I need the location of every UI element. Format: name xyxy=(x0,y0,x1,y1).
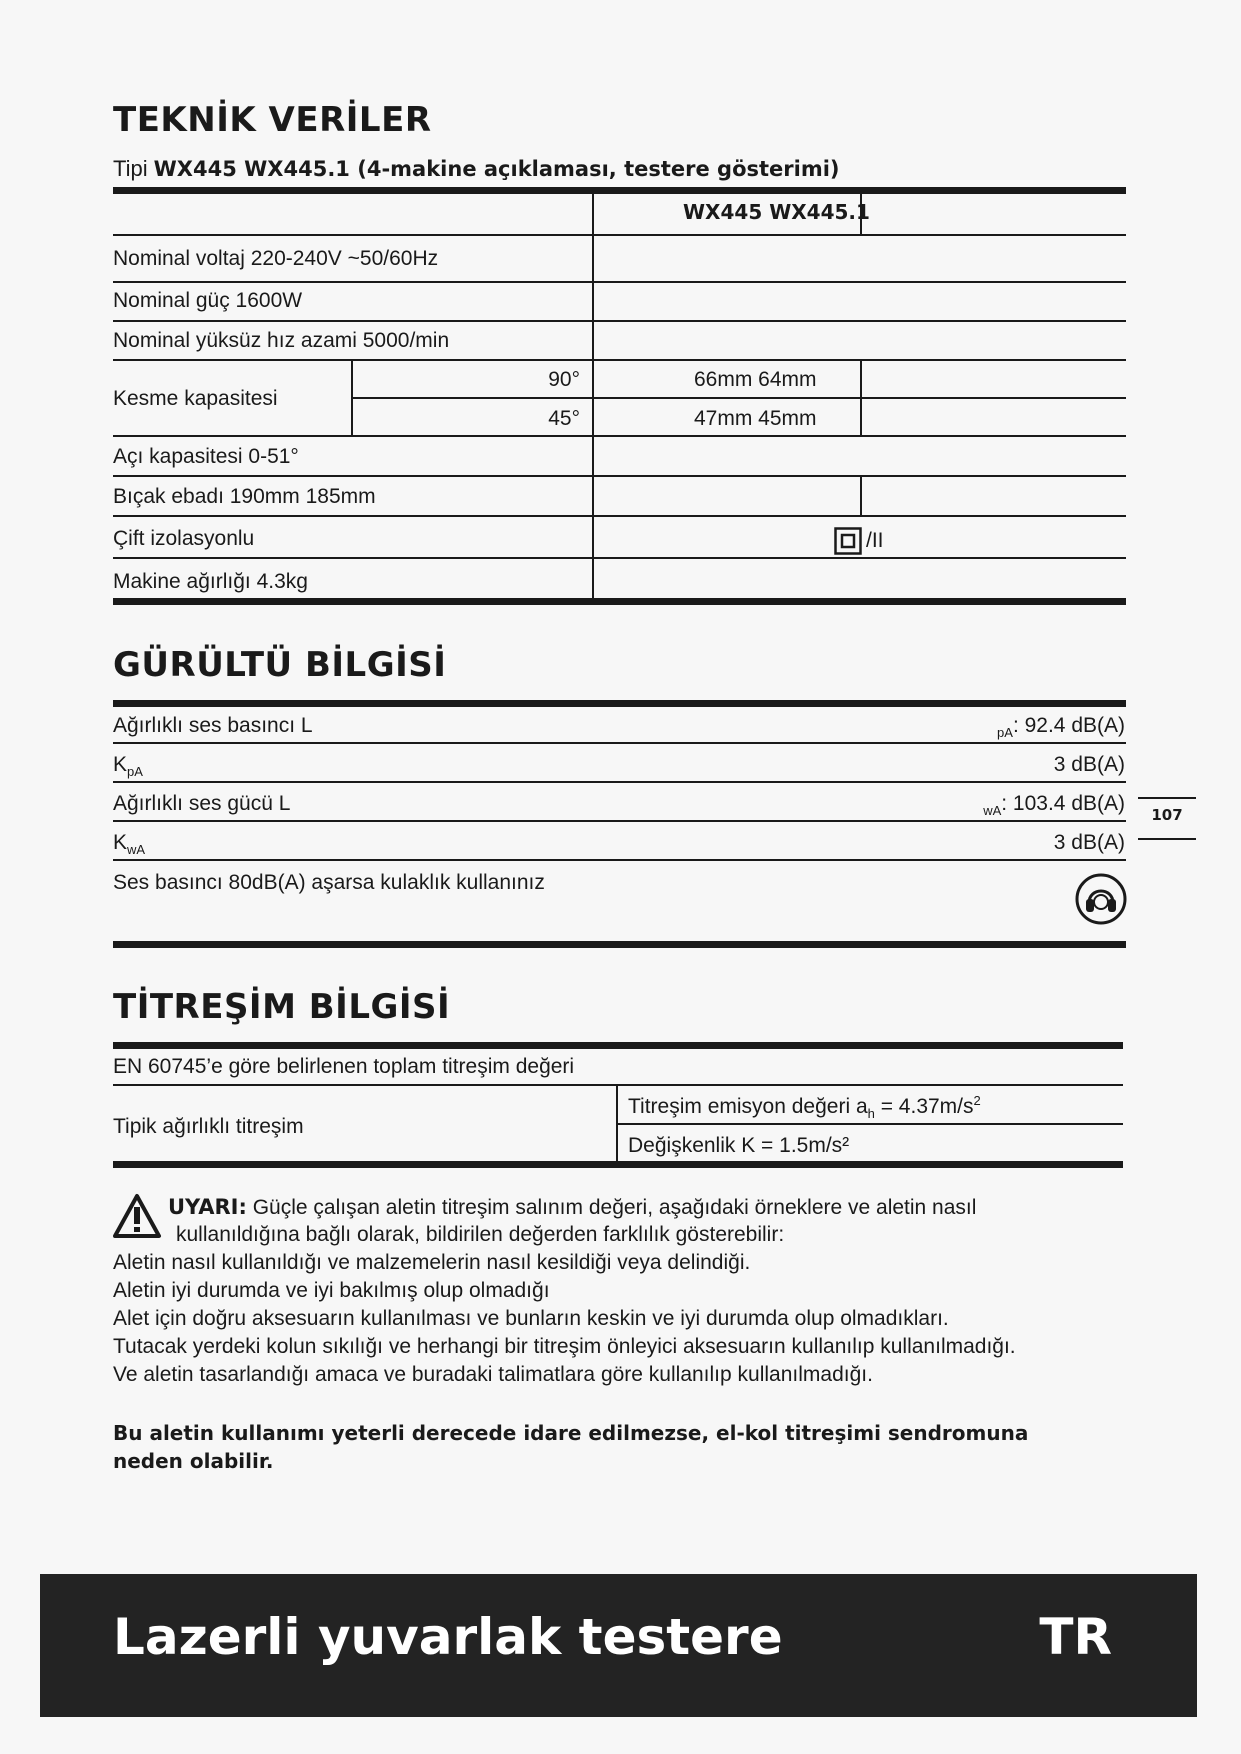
weight-row: Makine ağırlığı 4.3kg xyxy=(113,570,308,593)
table-bottom-rule xyxy=(113,598,1126,605)
blade-row: Bıçak ebadı 190mm 185mm xyxy=(113,485,376,508)
typical-vibration-label: Tipik ağırlıklı titreşim xyxy=(113,1115,304,1138)
kpa-value: 3 dB(A) xyxy=(1053,753,1125,776)
warning-item: Alet için doğru aksesuarın kullanılması ve bunların keskin ve iyi durumda olup olmadıkları. xyxy=(113,1307,949,1330)
angle-90-value: 66mm 64mm xyxy=(694,368,817,391)
warning-triangle-icon xyxy=(112,1193,162,1239)
noise-power-label: Ağırlıklı ses gücü L xyxy=(113,792,291,815)
kwa-value: 3 dB(A) xyxy=(1053,831,1125,854)
noise-pressure-value: $_{pA}$: 92.4 dB(A) xyxy=(997,714,1125,741)
footer-banner xyxy=(40,1574,1197,1717)
warning-item: Tutacak yerdeki kolun sıkılığı ve herhangi bir titreşim önleyici aksesuarın kullanılıp kullanılmadığı. xyxy=(113,1335,1016,1358)
insulation-class: /II xyxy=(866,529,884,552)
uncertainty-value: Değişkenlik K = 1.5m/s² xyxy=(628,1134,850,1157)
page-number: 107 xyxy=(1151,806,1183,824)
model-header: WX445 WX445.1 xyxy=(683,200,870,224)
type-value: WX445 WX445.1 (4-makine açıklaması, testere gösterimi) xyxy=(153,157,840,181)
hav-warning-line-2: neden olabilir. xyxy=(113,1449,274,1473)
insulation-row: Çift izolasyonlu xyxy=(113,527,255,550)
footer-language: TR xyxy=(1039,1608,1112,1666)
noise-heading: GÜRÜLTÜ BİLGİSİ xyxy=(113,645,447,685)
angle-90: 90° xyxy=(548,368,580,391)
cutting-capacity-label: Kesme kapasitesi xyxy=(113,387,278,410)
warning-line-1: UYARI: Güçle çalışan aletin titreşim salınım değeri, aşağıdaki örneklere ve aletin nasıl xyxy=(168,1195,977,1219)
warning-line-2: kullanıldığına bağlı olarak, bildirilen değerden farklılık gösterebilir: xyxy=(176,1223,785,1246)
warning-item: Aletin iyi durumda ve iyi bakılmış olup olmadığı xyxy=(113,1279,550,1302)
bevel-row: Açı kapasitesi 0-51° xyxy=(113,445,299,468)
kwa-label: $K_{wA}$ xyxy=(113,831,146,858)
warning-item: Aletin nasıl kullanıldığı ve malzemelerin nasıl kesildiği veya delindiği. xyxy=(113,1251,751,1274)
noise-power-value: $_{wA}$: 103.4 dB(A) xyxy=(983,792,1125,819)
vibration-intro: EN 60745’e göre belirlenen toplam titreşim değeri xyxy=(113,1055,575,1078)
emission-value: Titreşim emisyon değeri $a_h = 4.37m/s^2$ xyxy=(628,1093,981,1122)
hav-warning-line-1: Bu aletin kullanımı yeterli derecede idare edilmezse, el-kol titreşimi sendromuna xyxy=(113,1421,1029,1445)
technical-heading: TEKNİK VERİLER xyxy=(113,100,432,140)
double-insulation-icon xyxy=(834,527,862,555)
type-label: Tipi xyxy=(113,156,148,181)
angle-45-value: 47mm 45mm xyxy=(694,407,817,430)
warning-item: Ve aletin tasarlandığı amaca ve buradaki talimatlara göre kullanılıp kullanılmadığı. xyxy=(113,1363,873,1386)
ear-protection-icon xyxy=(1075,873,1127,925)
voltage-row: Nominal voltaj 220-240V ~50/60Hz xyxy=(113,247,439,270)
footer-title: Lazerli yuvarlak testere xyxy=(113,1608,783,1666)
kpa-label: $K_{pA}$ xyxy=(113,753,143,780)
noise-pressure-label: Ağırlıklı ses basıncı L xyxy=(113,714,313,737)
type-line xyxy=(113,156,840,182)
speed-row: Nominal yüksüz hız azami 5000/min xyxy=(113,329,450,352)
ear-protection-note: Ses basıncı 80dB(A) aşarsa kulaklık kullanınız xyxy=(113,871,545,894)
table-top-rule xyxy=(113,187,1126,194)
angle-45: 45° xyxy=(548,407,580,430)
power-row: Nominal güç 1600W xyxy=(113,289,303,312)
warning-label: UYARI: xyxy=(168,1195,247,1219)
vibration-heading: TİTREŞİM BİLGİSİ xyxy=(113,987,451,1027)
